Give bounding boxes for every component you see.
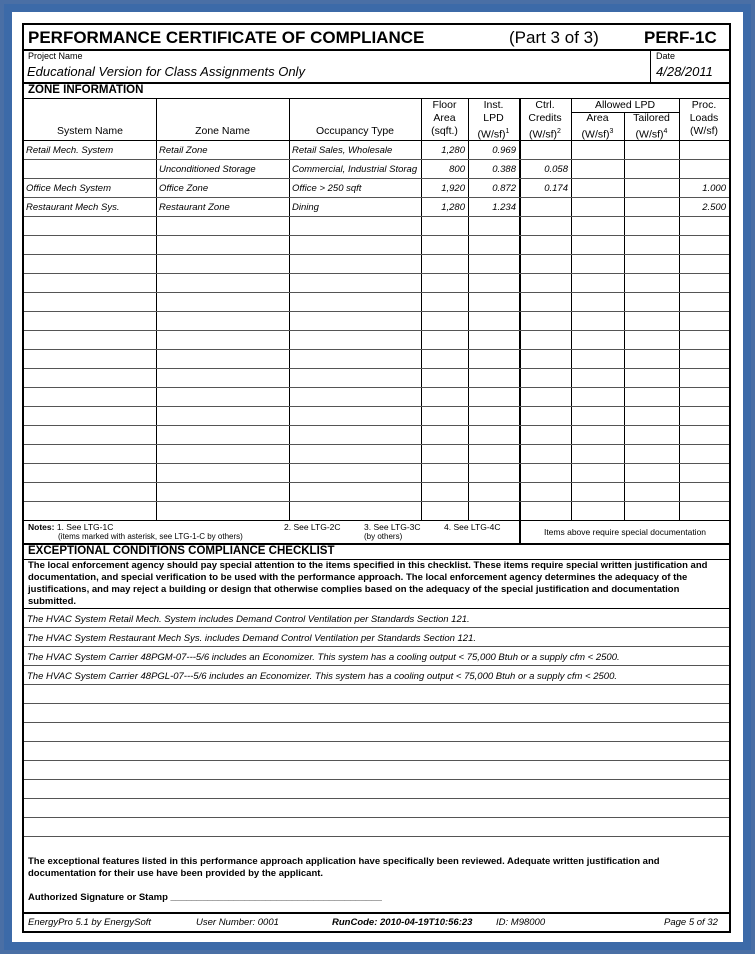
row-system: Restaurant Mech Sys. xyxy=(26,202,120,213)
note-3-detail: (by others) xyxy=(364,532,403,541)
checklist-row-divider xyxy=(24,722,729,723)
checklist-row-divider xyxy=(24,779,729,780)
notes: Notes: 1. See LTG-1C xyxy=(28,522,114,532)
document-page xyxy=(12,12,743,942)
zone-info-title: ZONE INFORMATION xyxy=(28,84,144,96)
checklist-row-divider xyxy=(24,741,729,742)
col-ctrl-credits: Ctrl. Credits $(W/sf)^2$ xyxy=(528,99,562,141)
table-row-divider xyxy=(24,482,729,483)
col-zone-name: Zone Name xyxy=(195,125,250,137)
row-zone: Office Zone xyxy=(159,183,209,194)
special-documentation-note: Items above require special documentation xyxy=(543,527,707,537)
compliance-form xyxy=(22,23,731,933)
row-floor-area: 800 xyxy=(449,164,465,175)
row-occupancy: Commercial, Industrial Storag xyxy=(292,164,418,175)
footer-id: ID: M98000 xyxy=(496,917,546,928)
row-occupancy: Retail Sales, Wholesale xyxy=(292,145,393,156)
checklist-row-divider xyxy=(24,627,729,628)
checklist-intro: The local enforcement agency should pay special attention to the items specified in this checklist. These items require special written justification and documentation, and special verification to be used with the performance approach. The local enforcement agency determines the adequacy of the justifications, and may reject a building or design that otherwise complies based on the adequacy of the special justification and documentation submitted. xyxy=(28,560,708,607)
table-row-divider xyxy=(24,349,729,350)
form-id: PERF-1C xyxy=(644,28,717,47)
checklist-item: The HVAC System Carrier 48PGL-07---5/6 includes an Economizer. This system has a cooling output < 75,000 Btuh or a supply cfm < 2500. xyxy=(27,671,617,682)
table-row-divider xyxy=(24,178,729,179)
checklist-row-divider xyxy=(24,798,729,799)
form-title: PERFORMANCE CERTIFICATE OF COMPLIANCE xyxy=(28,28,425,47)
table-row-divider xyxy=(24,235,729,236)
checklist-item: The HVAC System Retail Mech. System includes Demand Control Ventilation per Standards Section 121. xyxy=(27,614,470,625)
table-row-divider xyxy=(24,425,729,426)
checklist-row-divider xyxy=(24,760,729,761)
row-inst-lpd: 0.969 xyxy=(492,145,516,156)
table-row-divider xyxy=(24,216,729,217)
row-system: Retail Mech. System xyxy=(26,145,114,156)
review-statement: The exceptional features listed in this performance approach application have specifically been reviewed. Adequate written justification and documentation for their use have been provided by the applicant. xyxy=(28,856,660,879)
col-area: Area $(W/sf)^3$ xyxy=(581,112,614,141)
row-floor-area: 1,280 xyxy=(441,202,465,213)
table-row-divider xyxy=(24,311,729,312)
col-floor-area: Floor Area (sqft.) xyxy=(431,99,458,137)
checklist-row-divider xyxy=(24,665,729,666)
checklist-title: EXCEPTIONAL CONDITIONS COMPLIANCE CHECKLIST xyxy=(28,545,335,557)
row-floor-area: 1,280 xyxy=(441,145,465,156)
footer-run-code: RunCode: 2010-04-19T10:56:23 xyxy=(332,917,473,928)
project-name-label: Project Name xyxy=(28,51,83,61)
table-row-divider xyxy=(24,254,729,255)
col-proc-loads: Proc. Loads (W/sf) xyxy=(689,99,719,137)
row-zone: Unconditioned Storage xyxy=(159,164,256,175)
row-ctrl-credits: 0.174 xyxy=(544,183,568,194)
date-label: Date xyxy=(656,51,676,61)
footer-user-number: User Number: 0001 xyxy=(196,917,279,928)
row-floor-area: 1,920 xyxy=(441,183,465,194)
col-system-name: System Name xyxy=(57,125,123,137)
checklist-row-divider xyxy=(24,817,729,818)
table-row-divider xyxy=(24,330,729,331)
form-part: (Part 3 of 3) xyxy=(509,28,599,47)
row-proc-loads: 1.000 xyxy=(702,183,726,194)
checklist-row-divider xyxy=(24,703,729,704)
row-zone: Restaurant Zone xyxy=(159,202,230,213)
table-row-divider xyxy=(24,159,729,160)
row-occupancy: Office > 250 sqft xyxy=(292,183,362,194)
table-row-divider xyxy=(24,368,729,369)
row-ctrl-credits: 0.058 xyxy=(544,164,568,175)
col-allowed-lpd: Allowed LPD xyxy=(594,99,656,111)
row-proc-loads: 2.500 xyxy=(702,202,726,213)
authorized-signature: Authorized Signature or Stamp ________________________________________ xyxy=(28,892,382,903)
table-row-divider xyxy=(24,292,729,293)
note-2: 2. See LTG-2C xyxy=(284,522,341,532)
row-inst-lpd: 0.872 xyxy=(492,183,516,194)
col-inst-lpd: Inst. LPD $(W/sf)^1$ xyxy=(477,99,510,141)
checklist-row-divider xyxy=(24,646,729,647)
checklist-row-divider xyxy=(24,684,729,685)
note-3: 3. See LTG-3C xyxy=(364,522,421,532)
project-name: Educational Version for Class Assignments Only xyxy=(27,64,305,79)
table-row-divider xyxy=(24,406,729,407)
table-row-divider xyxy=(24,387,729,388)
note-4: 4. See LTG-4C xyxy=(444,522,501,532)
checklist-item: The HVAC System Restaurant Mech Sys. includes Demand Control Ventilation per Standards Section 121. xyxy=(27,633,477,644)
table-row-divider xyxy=(24,501,729,502)
row-zone: Retail Zone xyxy=(159,145,208,156)
checklist-row-divider xyxy=(24,836,729,837)
row-inst-lpd: 0.388 xyxy=(492,164,516,175)
footer-software: EnergyPro 5.1 by EnergySoft xyxy=(28,917,152,928)
checklist-item: The HVAC System Carrier 48PGM-07---5/6 includes an Economizer. This system has a cooling output < 75,000 Btuh or a supply cfm < 2500. xyxy=(27,652,620,663)
col-occupancy-type: Occupancy Type xyxy=(315,125,395,137)
col-tailored: Tailored $(W/sf)^4$ xyxy=(633,112,670,141)
footer-page: Page 5 of 32 xyxy=(664,917,718,928)
table-row-divider xyxy=(24,444,729,445)
row-system: Office Mech System xyxy=(26,183,111,194)
table-row-divider xyxy=(24,197,729,198)
table-row-divider xyxy=(24,463,729,464)
date-value: 4/28/2011 xyxy=(656,64,713,79)
table-row-divider xyxy=(24,273,729,274)
row-inst-lpd: 1.234 xyxy=(492,202,516,213)
note-1-detail: (items marked with asterisk, see LTG-1-C by others) xyxy=(58,532,243,541)
row-occupancy: Dining xyxy=(292,202,319,213)
